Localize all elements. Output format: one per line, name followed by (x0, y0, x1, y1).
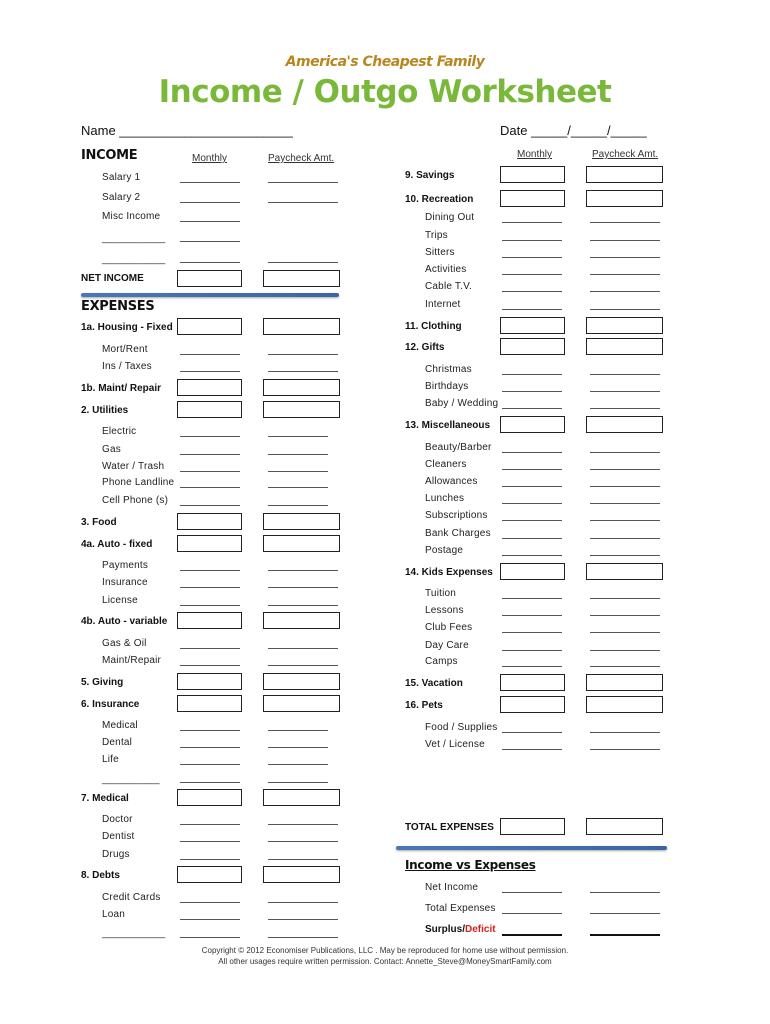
drugs-monthly-line[interactable] (180, 859, 240, 860)
pets-paycheck-box[interactable] (586, 696, 663, 713)
utilities-paycheck-box[interactable] (263, 401, 340, 418)
insurance-blank[interactable]: __________ (102, 774, 160, 785)
cleaners-label: Cleaners (425, 459, 467, 470)
payments-label: Payments (102, 560, 149, 571)
lessons-label: Lessons (425, 605, 464, 616)
ins-taxes-paycheck-line[interactable] (268, 371, 338, 372)
sitters-paycheck-line[interactable] (590, 257, 660, 258)
total-expenses-label: TOTAL EXPENSES (405, 822, 494, 833)
misc-paycheck-box[interactable] (586, 416, 663, 433)
allowances-label: Allowances (425, 476, 478, 487)
subs-paycheck-line[interactable] (590, 520, 660, 521)
dental-paycheck-line[interactable] (268, 747, 328, 748)
water-paycheck-line[interactable] (268, 471, 328, 472)
savings-monthly-box[interactable] (500, 166, 565, 183)
loan-label: Loan (102, 909, 126, 920)
birthdays-paycheck-line[interactable] (590, 391, 660, 392)
auto-ins-paycheck-line[interactable] (268, 587, 338, 588)
auto-var-monthly-box[interactable] (177, 612, 242, 629)
birthdays-monthly-line[interactable] (502, 391, 562, 392)
paycheck-col-header-right: Paycheck Amt. (592, 149, 659, 160)
recreation-label: 10. Recreation (405, 194, 474, 205)
dining-monthly-line[interactable] (502, 222, 562, 223)
clothing-label: 11. Clothing (405, 321, 462, 332)
beauty-paycheck-line[interactable] (590, 452, 660, 453)
summary-net-paycheck-line[interactable] (590, 892, 660, 893)
credit-cards-label: Credit Cards (102, 892, 161, 903)
allowances-monthly-line[interactable] (502, 486, 562, 487)
expenses-heading: EXPENSES (81, 299, 155, 314)
kids-monthly-box[interactable] (500, 563, 565, 580)
insurance-blank-paycheck-line[interactable] (268, 782, 328, 783)
dentist-monthly-line[interactable] (180, 841, 240, 842)
christmas-monthly-line[interactable] (502, 374, 562, 375)
insurance-monthly-box[interactable] (177, 695, 242, 712)
lunches-monthly-line[interactable] (502, 503, 562, 504)
total-paycheck-box[interactable] (586, 818, 663, 835)
food-label: 3. Food (81, 517, 117, 528)
gas-oil-label: Gas & Oil (102, 638, 147, 649)
doctor-label: Doctor (102, 814, 133, 825)
miscellaneous-label: 13. Miscellaneous (405, 420, 491, 431)
net-income-label: NET INCOME (81, 273, 144, 284)
credit-paycheck-line[interactable] (268, 902, 338, 903)
gas-monthly-line[interactable] (180, 454, 240, 455)
cable-paycheck-line[interactable] (590, 291, 660, 292)
tuition-monthly-line[interactable] (502, 598, 562, 599)
life-paycheck-line[interactable] (268, 764, 328, 765)
lunches-paycheck-line[interactable] (590, 503, 660, 504)
trips-label: Trips (425, 230, 448, 241)
insurance-label: 6. Insurance (81, 699, 140, 710)
auto-fixed-label: 4a. Auto - fixed (81, 539, 153, 550)
phone-landline-label: Phone Landline (102, 477, 175, 488)
income-blank-2[interactable]: ___________ (102, 254, 166, 265)
summary-total-expenses-label: Total Expenses (425, 903, 496, 914)
gas-oil-monthly-line[interactable] (180, 648, 240, 649)
dentist-label: Dentist (102, 831, 135, 842)
mort-rent-label: Mort/Rent (102, 344, 148, 355)
summary-total-paycheck-line[interactable] (590, 913, 660, 914)
dental-label: Dental (102, 737, 133, 748)
tuition-paycheck-line[interactable] (590, 598, 660, 599)
baby-monthly-line[interactable] (502, 408, 562, 409)
camps-label: Camps (425, 656, 458, 667)
debts-blank-monthly-line[interactable] (180, 937, 240, 938)
maint-monthly-box[interactable] (177, 379, 242, 396)
surplus-paycheck-line[interactable] (590, 934, 660, 936)
giving-monthly-box[interactable] (177, 673, 242, 690)
medical-ins-paycheck-line[interactable] (268, 730, 328, 731)
cleaners-paycheck-line[interactable] (590, 469, 660, 470)
electric-monthly-line[interactable] (180, 436, 240, 437)
gas-label: Gas (102, 444, 121, 455)
summary-net-income-label: Net Income (425, 882, 479, 893)
surplus-deficit-label (425, 924, 496, 935)
payments-monthly-line[interactable] (180, 570, 240, 571)
food-supplies-paycheck-line[interactable] (590, 732, 660, 733)
life-label: Life (102, 754, 119, 765)
medical-ins-monthly-line[interactable] (180, 730, 240, 731)
bank-monthly-line[interactable] (502, 538, 562, 539)
debts-paycheck-box[interactable] (263, 866, 340, 883)
pets-label: 16. Pets (405, 700, 443, 711)
license-monthly-line[interactable] (180, 605, 240, 606)
debts-monthly-box[interactable] (177, 866, 242, 883)
drugs-label: Drugs (102, 849, 130, 860)
activities-label: Activities (425, 264, 467, 275)
postage-monthly-line[interactable] (502, 555, 562, 556)
cable-monthly-line[interactable] (502, 291, 562, 292)
summary-net-monthly-line[interactable] (502, 892, 562, 893)
housing-label: 1a. Housing - Fixed (81, 322, 173, 333)
income-divider (81, 293, 339, 297)
income-blank-1[interactable]: ___________ (102, 233, 166, 244)
medical-ins-label: Medical (102, 720, 138, 731)
misc-income-monthly-line[interactable] (180, 221, 240, 222)
income-blank2-monthly-line[interactable] (180, 262, 240, 263)
medical-label: 7. Medical (81, 793, 129, 804)
lessons-monthly-line[interactable] (502, 615, 562, 616)
drugs-paycheck-line[interactable] (268, 859, 338, 860)
recreation-paycheck-box[interactable] (586, 190, 663, 207)
misc-monthly-box[interactable] (500, 416, 565, 433)
mort-monthly-line[interactable] (180, 354, 240, 355)
water-monthly-line[interactable] (180, 471, 240, 472)
trips-monthly-line[interactable] (502, 240, 562, 241)
gifts-paycheck-box[interactable] (586, 338, 663, 355)
utilities-monthly-box[interactable] (177, 401, 242, 418)
worksheet-title: Income / Outgo Worksheet (158, 74, 612, 110)
kids-paycheck-box[interactable] (586, 563, 663, 580)
tuition-label: Tuition (425, 588, 457, 599)
sitters-monthly-line[interactable] (502, 257, 562, 258)
name-field-label[interactable]: Name ________________________ (81, 123, 293, 138)
surplus-monthly-line[interactable] (502, 934, 562, 936)
food-monthly-box[interactable] (177, 513, 242, 530)
loan-monthly-line[interactable] (180, 919, 240, 920)
beauty-monthly-line[interactable] (502, 452, 562, 453)
pets-monthly-box[interactable] (500, 696, 565, 713)
license-paycheck-line[interactable] (268, 605, 338, 606)
ins-taxes-label: Ins / Taxes (102, 361, 152, 372)
utilities-label: 2. Utilities (81, 405, 129, 416)
electric-label: Electric (102, 426, 137, 437)
baby-paycheck-line[interactable] (590, 408, 660, 409)
vet-paycheck-line[interactable] (590, 749, 660, 750)
cleaners-monthly-line[interactable] (502, 469, 562, 470)
auto-fixed-monthly-box[interactable] (177, 535, 242, 552)
salary1-monthly-line[interactable] (180, 182, 240, 183)
auto-maint-paycheck-line[interactable] (268, 665, 338, 666)
food-paycheck-box[interactable] (263, 513, 340, 530)
medical-monthly-box[interactable] (177, 789, 242, 806)
debts-blank-paycheck-line[interactable] (268, 937, 338, 938)
cell-paycheck-line[interactable] (268, 505, 328, 506)
savings-label: 9. Savings (405, 170, 455, 181)
dental-monthly-line[interactable] (180, 747, 240, 748)
bank-charges-label: Bank Charges (425, 528, 491, 539)
monthly-col-header-right: Monthly (517, 149, 553, 160)
surplus-text: Surplus/ (425, 924, 466, 935)
savings-paycheck-box[interactable] (586, 166, 663, 183)
beauty-barber-label: Beauty/Barber (425, 442, 492, 453)
salary2-paycheck-line[interactable] (268, 202, 338, 203)
daycare-monthly-line[interactable] (502, 650, 562, 651)
maint-paycheck-box[interactable] (263, 379, 340, 396)
postage-paycheck-line[interactable] (590, 555, 660, 556)
payments-paycheck-line[interactable] (268, 570, 338, 571)
total-monthly-box[interactable] (500, 818, 565, 835)
vacation-label: 15. Vacation (405, 678, 463, 689)
sitters-label: Sitters (425, 247, 455, 258)
daycare-paycheck-line[interactable] (590, 650, 660, 651)
insurance-blank-monthly-line[interactable] (180, 782, 240, 783)
gas-paycheck-line[interactable] (268, 454, 328, 455)
subscriptions-label: Subscriptions (425, 510, 488, 521)
club-paycheck-line[interactable] (590, 632, 660, 633)
vacation-paycheck-box[interactable] (586, 674, 663, 691)
salary2-monthly-line[interactable] (180, 202, 240, 203)
housing-monthly-box[interactable] (177, 318, 242, 335)
copyright-line: Copyright © 2012 Economiser Publications, LLC . May be reproduced for home use without permission. (201, 946, 569, 955)
vet-monthly-line[interactable] (502, 749, 562, 750)
postage-label: Postage (425, 545, 464, 556)
clothing-monthly-box[interactable] (500, 317, 565, 334)
lessons-paycheck-line[interactable] (590, 615, 660, 616)
camps-monthly-line[interactable] (502, 666, 562, 667)
monthly-col-header: Monthly (192, 153, 228, 164)
income-heading: INCOME (81, 148, 138, 163)
food-supplies-label: Food / Supplies (425, 722, 498, 733)
debts-blank[interactable]: ___________ (102, 928, 166, 939)
income-blank2-paycheck-line[interactable] (268, 262, 338, 263)
maint-repair-label: 1b. Maint/ Repair (81, 383, 162, 394)
loan-paycheck-line[interactable] (268, 919, 338, 920)
auto-variable-label: 4b. Auto - variable (81, 616, 168, 627)
debts-label: 8. Debts (81, 870, 120, 881)
salary1-paycheck-line[interactable] (268, 182, 338, 183)
gifts-monthly-box[interactable] (500, 338, 565, 355)
christmas-label: Christmas (425, 364, 472, 375)
cell-phone-label: Cell Phone (s) (102, 495, 169, 506)
club-fees-label: Club Fees (425, 622, 473, 633)
gas-oil-paycheck-line[interactable] (268, 648, 338, 649)
salary2-label: Salary 2 (102, 192, 141, 203)
christmas-paycheck-line[interactable] (590, 374, 660, 375)
net-income-monthly-box[interactable] (177, 270, 242, 287)
dentist-paycheck-line[interactable] (268, 841, 338, 842)
contact-line: All other usages require written permission. Contact: Annette_Steve@MoneySmartFamily.com (218, 957, 552, 966)
income-blank1-monthly-line[interactable] (180, 241, 240, 242)
phone-paycheck-line[interactable] (268, 487, 328, 488)
cell-monthly-line[interactable] (180, 505, 240, 506)
giving-paycheck-box[interactable] (263, 673, 340, 690)
subs-monthly-line[interactable] (502, 520, 562, 521)
water-trash-label: Water / Trash (102, 461, 165, 472)
income-vs-expenses-heading: Income vs Expenses (405, 858, 536, 872)
camps-paycheck-line[interactable] (590, 666, 660, 667)
vet-license-label: Vet / License (425, 739, 485, 750)
birthdays-label: Birthdays (425, 381, 469, 392)
credit-monthly-line[interactable] (180, 902, 240, 903)
activities-monthly-line[interactable] (502, 274, 562, 275)
auto-maint-monthly-line[interactable] (180, 665, 240, 666)
license-label: License (102, 595, 138, 606)
giving-label: 5. Giving (81, 677, 124, 688)
deficit-text: Deficit (465, 924, 496, 935)
club-monthly-line[interactable] (502, 632, 562, 633)
summary-total-monthly-line[interactable] (502, 913, 562, 914)
date-field-label[interactable]: Date _____/_____/_____ (500, 123, 647, 138)
salary1-label: Salary 1 (102, 172, 141, 183)
gifts-label: 12. Gifts (405, 342, 445, 353)
ins-taxes-monthly-line[interactable] (180, 371, 240, 372)
cable-tv-label: Cable T.V. (425, 281, 473, 292)
clothing-paycheck-box[interactable] (586, 317, 663, 334)
mort-paycheck-line[interactable] (268, 354, 338, 355)
insurance-paycheck-box[interactable] (263, 695, 340, 712)
doctor-monthly-line[interactable] (180, 824, 240, 825)
recreation-monthly-box[interactable] (500, 190, 565, 207)
baby-wedding-label: Baby / Wedding (425, 398, 499, 409)
activities-paycheck-line[interactable] (590, 274, 660, 275)
medical-paycheck-box[interactable] (263, 789, 340, 806)
housing-paycheck-box[interactable] (263, 318, 340, 335)
auto-insurance-label: Insurance (102, 577, 148, 588)
trips-paycheck-line[interactable] (590, 240, 660, 241)
net-income-paycheck-box[interactable] (263, 270, 340, 287)
food-supplies-monthly-line[interactable] (502, 732, 562, 733)
auto-var-paycheck-box[interactable] (263, 612, 340, 629)
brand-name: America's Cheapest Family (285, 54, 485, 70)
kids-expenses-label: 14. Kids Expenses (405, 567, 493, 578)
internet-paycheck-line[interactable] (590, 309, 660, 310)
internet-monthly-line[interactable] (502, 309, 562, 310)
auto-maint-label: Maint/Repair (102, 655, 162, 666)
misc-income-label: Misc Income (102, 211, 161, 222)
lunches-label: Lunches (425, 493, 465, 504)
vacation-monthly-box[interactable] (500, 674, 565, 691)
day-care-label: Day Care (425, 640, 469, 651)
internet-label: Internet (425, 299, 461, 310)
total-divider (396, 846, 667, 850)
electric-paycheck-line[interactable] (268, 436, 328, 437)
auto-ins-monthly-line[interactable] (180, 587, 240, 588)
dining-paycheck-line[interactable] (590, 222, 660, 223)
allowances-paycheck-line[interactable] (590, 486, 660, 487)
life-monthly-line[interactable] (180, 764, 240, 765)
bank-paycheck-line[interactable] (590, 538, 660, 539)
paycheck-col-header: Paycheck Amt. (268, 153, 335, 164)
dining-out-label: Dining Out (425, 212, 475, 223)
auto-fixed-paycheck-box[interactable] (263, 535, 340, 552)
phone-monthly-line[interactable] (180, 487, 240, 488)
doctor-paycheck-line[interactable] (268, 824, 338, 825)
